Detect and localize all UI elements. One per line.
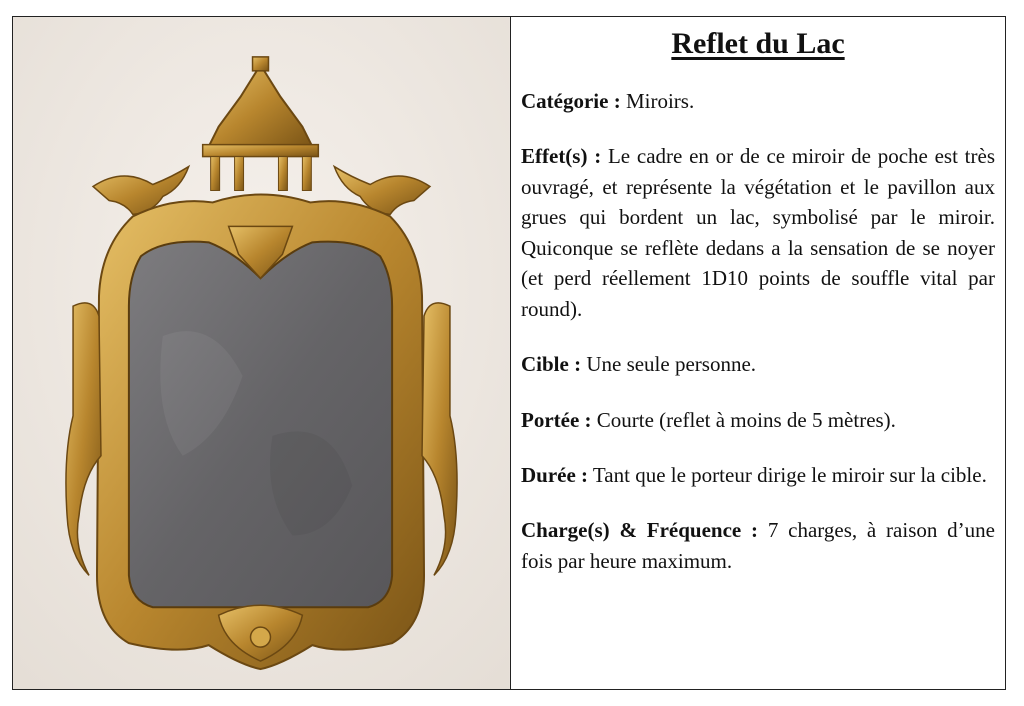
field-value: Tant que le porteur dirige le miroir sur la cible. [588,462,987,487]
field-value: Courte (reflet à moins de 5 mètres). [591,407,896,432]
field-value: Le cadre en or de ce miroir de poche est très ouvragé, et représente la végétation et le pavillon aux grues qui bordent un lac, symbolisé par le miroir. Quiconque se reflète dedans a la sensation de se noyer (et perd réellement 1D10 points de souffle vital par round). [521,144,995,321]
field-value: Une seule personne. [581,352,757,377]
field-label: Charge(s) & Fréquence : [521,518,759,543]
field-effects [521,141,995,324]
field-label: Catégorie : [521,89,621,113]
field-range [521,405,995,435]
field-value: 7 charges, à raison d’une fois par heure maximum. [521,518,995,573]
item-title: Reflet du Lac [671,27,845,60]
field-charges [521,515,995,576]
field-value: Miroirs. [620,89,695,113]
field-duration [521,460,995,490]
field-label: Portée : [521,407,592,432]
field-label: Cible : [521,352,582,377]
mirror-image [13,17,511,689]
item-description [511,17,1005,689]
field-target [521,349,995,379]
field-label: Effet(s) : [521,144,602,169]
item-card [12,16,1006,690]
ornate-mirror-icon [13,17,510,689]
field-category [521,86,995,116]
field-label: Durée : [521,462,589,487]
